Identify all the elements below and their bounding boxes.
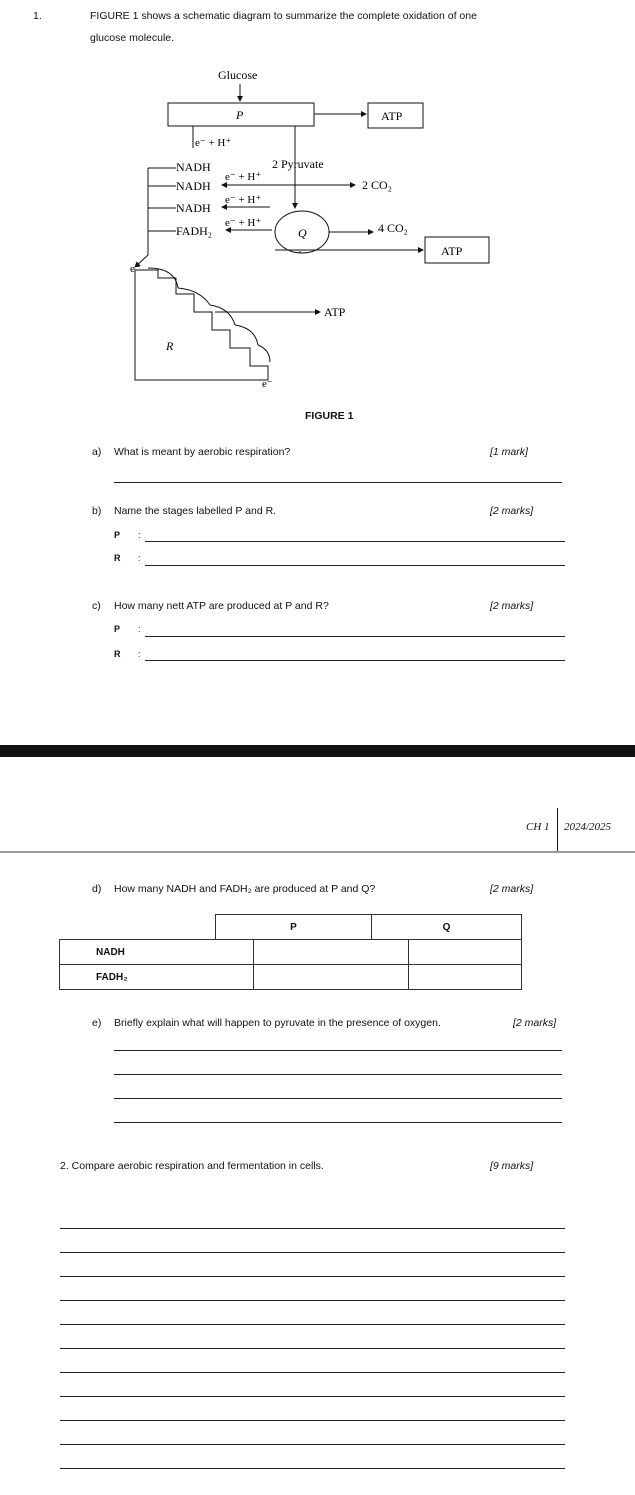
answer-c-p-colon: : — [138, 624, 141, 634]
answer-line-2-10[interactable] — [60, 1444, 565, 1445]
answer-b-p-label: P — [114, 530, 121, 540]
answer-line-2-5[interactable] — [60, 1324, 565, 1325]
table-row-fadh2-label: FADH₂ — [60, 965, 254, 990]
answer-line-2-2[interactable] — [60, 1252, 565, 1253]
question-2-text: 2. Compare aerobic respiration and fermentation in cells. — [60, 1160, 324, 1172]
answer-line-a[interactable] — [114, 482, 562, 483]
question-1-number: 1. — [33, 10, 42, 22]
question-d-answer-table — [59, 939, 522, 990]
table-cell-fadh2-p[interactable] — [254, 965, 409, 990]
question-c-marks: [2 marks] — [490, 600, 534, 612]
table-cell-nadh-p[interactable] — [254, 940, 409, 965]
figure-1-diagram — [0, 0, 635, 400]
fig-co2-4-label: 4 CO₂ — [378, 221, 408, 235]
table-header-q: Q — [372, 915, 522, 940]
figure-caption: FIGURE 1 — [305, 410, 354, 422]
question-1-intro-line2: glucose molecule. — [90, 32, 175, 44]
answer-line-c-r[interactable] — [145, 660, 565, 661]
fig-atp-label-2: ATP — [441, 244, 463, 258]
answer-line-2-11[interactable] — [60, 1468, 565, 1469]
question-d-marks: [2 marks] — [490, 883, 534, 895]
page-separator-bar — [0, 745, 635, 757]
question-b-label: b) — [92, 505, 102, 517]
fig-e-label-2: e⁻ — [262, 378, 273, 390]
fig-e-label-1: e⁻ — [130, 263, 141, 275]
fig-q-label: Q — [298, 226, 307, 240]
table-header-p: P — [216, 915, 372, 940]
fig-eh-label-1: e⁻ + H⁺ — [195, 137, 232, 149]
fig-p-label: P — [236, 108, 244, 122]
question-e-label: e) — [92, 1017, 102, 1029]
question-1-intro-line1: FIGURE 1 shows a schematic diagram to summarize the complete oxidation of one — [90, 10, 477, 22]
fig-glucose-label: Glucose — [218, 68, 258, 82]
answer-c-r-colon: : — [138, 649, 141, 659]
answer-b-r-label: R — [114, 553, 121, 563]
table-cell-fadh2-q[interactable] — [409, 965, 522, 990]
question-e-text: Briefly explain what will happen to pyruvate in the presence of oxygen. — [114, 1017, 441, 1029]
header-rule — [0, 851, 635, 853]
fig-fadh2-label: FADH₂ — [176, 224, 212, 238]
question-e-marks: [2 marks] — [513, 1017, 557, 1029]
fig-atp-label-3: ATP — [324, 305, 346, 319]
question-b-marks: [2 marks] — [490, 505, 534, 517]
fig-nadh-label-1: NADH — [176, 160, 211, 174]
fig-eh-label-4: e⁻ + H⁺ — [225, 217, 262, 229]
answer-c-p-label: P — [114, 624, 121, 634]
answer-line-b-r[interactable] — [145, 565, 565, 566]
question-d-table — [215, 914, 522, 940]
answer-line-e-4[interactable] — [114, 1122, 562, 1123]
fig-co2-2-label: 2 CO₂ — [362, 178, 392, 192]
answer-line-2-8[interactable] — [60, 1396, 565, 1397]
fig-nadh-label-3: NADH — [176, 201, 211, 215]
header-divider — [557, 808, 558, 851]
answer-c-r-label: R — [114, 649, 121, 659]
answer-line-e-3[interactable] — [114, 1098, 562, 1099]
answer-line-e-2[interactable] — [114, 1074, 562, 1075]
header-chapter: CH 1 — [526, 821, 550, 833]
question-d-text: How many NADH and FADH₂ are produced at P and Q? — [114, 883, 376, 895]
fig-eh-label-2: e⁻ + H⁺ — [225, 171, 262, 183]
fig-atp-label-1: ATP — [381, 109, 403, 123]
answer-line-2-1[interactable] — [60, 1228, 565, 1229]
answer-line-2-4[interactable] — [60, 1300, 565, 1301]
answer-line-b-p[interactable] — [145, 541, 565, 542]
question-a-text: What is meant by aerobic respiration? — [114, 446, 291, 458]
fig-eh-label-3: e⁻ + H⁺ — [225, 194, 262, 206]
fig-pyruvate-label: 2 Pyruvate — [272, 157, 324, 171]
question-a-label: a) — [92, 446, 102, 458]
question-b-text: Name the stages labelled P and R. — [114, 505, 277, 517]
table-cell-nadh-q[interactable] — [409, 940, 522, 965]
fig-nadh-label-2: NADH — [176, 179, 211, 193]
question-2-marks: [9 marks] — [490, 1160, 534, 1172]
answer-line-2-7[interactable] — [60, 1372, 565, 1373]
header-year: 2024/2025 — [564, 821, 612, 833]
question-c-text: How many nett ATP are produced at P and R? — [114, 600, 329, 612]
answer-line-2-3[interactable] — [60, 1276, 565, 1277]
answer-line-e-1[interactable] — [114, 1050, 562, 1051]
question-d-label: d) — [92, 883, 102, 895]
question-a-marks: [1 mark] — [490, 446, 528, 458]
answer-b-r-colon: : — [138, 553, 141, 563]
answer-line-c-p[interactable] — [145, 636, 565, 637]
fig-r-label: R — [166, 339, 174, 353]
table-row-nadh-label: NADH — [60, 940, 254, 965]
answer-b-p-colon: : — [138, 530, 141, 540]
question-c-label: c) — [92, 600, 101, 612]
answer-line-2-9[interactable] — [60, 1420, 565, 1421]
answer-line-2-6[interactable] — [60, 1348, 565, 1349]
